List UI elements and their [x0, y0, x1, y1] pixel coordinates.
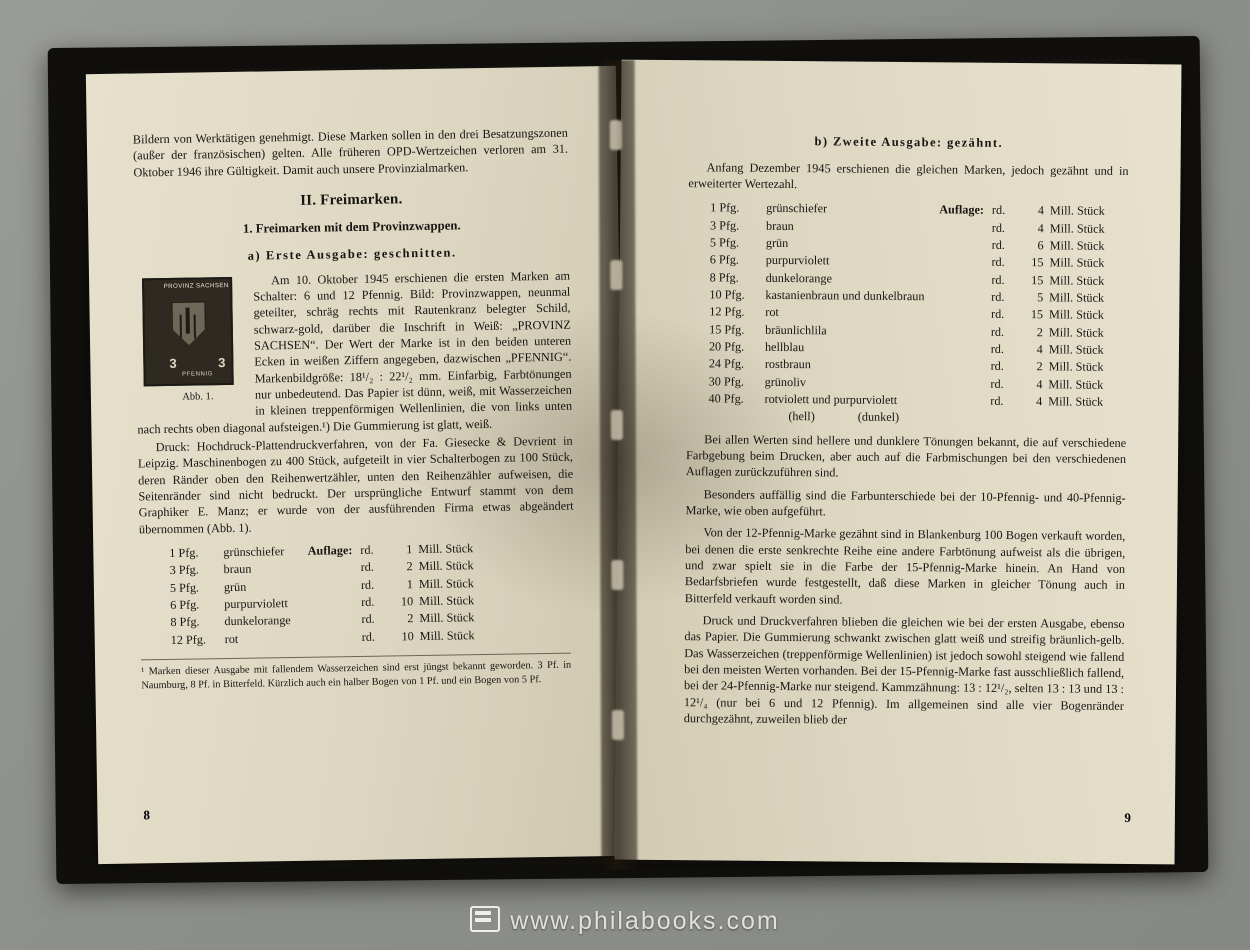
quantity-unit: Mill. Stück [1049, 238, 1105, 253]
price-table-first-issue [139, 540, 474, 649]
binding-stitch [611, 560, 623, 590]
price-table-second-issue [686, 199, 1105, 428]
denomination: 40 Pfg. [708, 391, 744, 406]
denomination: 8 Pfg. [709, 269, 739, 285]
left-intro-paragraph: Bildern von Werktätigen genehmigt. Diese Marken sollen in den drei Besatzungszonen (außer der französischen) gelten. Alle früheren OPD-Wertzeichen verloren am 31. Oktober 1946 ihre Gültigkeit. Damit auch unsere Provinzialmarken. [132, 125, 569, 180]
rd-abbrev: rd. [990, 393, 1004, 408]
color-name: dunkelorange [224, 613, 291, 629]
watermark-text: www.philabooks.com [510, 907, 780, 935]
table-note-row [686, 407, 1103, 428]
rd-abbrev: rd. [361, 629, 376, 644]
auflage-spacer [308, 559, 361, 577]
quantity: 6 [1037, 238, 1044, 253]
quantity-unit: Mill. Stück [418, 541, 474, 557]
rd-abbrev: rd. [990, 324, 1005, 339]
right-body-paragraph-5: Druck und Druckverfahren blieben die gleichen wie bei der ersten Ausgabe, ebenso das Papier. Die Gummierung schwankt zwischen glatt weiß und streifig bräunlich-gelb. Das Wasserzeichen (treppenförmige Wellenlinien) ist jedoch sowohl steigend wie fallend bei den meisten Werten vorhanden. Bei der 15-Pfennig-Marke fast ausschließlich fallend, bei der 24-Pfennig-Marke nur steigend. Kammzähnung: 13 : 12¹/₂, selten 13 : 13 und 13 : 12¹/₄ (nur bei 6 und 12 Pfennig). Im allgemeinen sind alle vier Bogenränder durchgezähnt, zuweilen blieb der [683, 613, 1125, 727]
binding-stitch [612, 710, 624, 740]
left-page-text-column [133, 125, 577, 693]
quantity: 10 [400, 594, 414, 609]
quantity-unit: Mill. Stück [1048, 359, 1104, 375]
stamp-value-left: 3 [169, 356, 177, 372]
auflage-spacer [939, 236, 992, 254]
note-spacer-2 [937, 410, 990, 428]
rd-abbrev: rd. [990, 307, 1005, 322]
auflage-spacer [939, 271, 992, 289]
quantity-unit: Mill. Stück [1048, 376, 1104, 392]
shade-note-dunkel: (dunkel) [857, 409, 900, 425]
quantity-unit: Mill. Stück [1049, 272, 1105, 288]
left-page-footnote: ¹ Marken dieser Ausgabe mit fallendem Wasserzeichen sind erst jüngst bekannt geworden. 3 Pf. in Naumburg, 8 Pf. in Bitterfeld. Kürzlich auch ein halber Bogen von 1 Pf. und ein Bogen von 5 Pf. [141, 653, 571, 693]
auflage-spacer [938, 358, 991, 376]
denomination: 5 Pfg. [709, 235, 740, 250]
rd-abbrev: rd. [360, 577, 375, 592]
denomination: 12 Pfg. [170, 632, 207, 647]
denomination: 3 Pfg. [169, 562, 199, 578]
note-spacer-4 [1016, 410, 1042, 428]
denomination: 6 Pfg. [709, 252, 739, 267]
right-body-paragraph-2: Bei allen Werten sind hellere und dunklere Tönungen bekannt, die auf verschiedene Farbgebung beim Drucken, aber auch auf die Farbmischungen bei den verschiedenen Auflagen zurückzuführen sind. [685, 431, 1127, 480]
quantity: 1 [406, 542, 413, 557]
color-name: kastanienbraun und dunkelbraun [765, 287, 925, 304]
color-name: rostbraun [764, 357, 811, 372]
color-name: rot [224, 631, 239, 646]
quantity-unit: Mill. Stück [1049, 220, 1105, 236]
auflage-spacer [309, 629, 362, 647]
color-name: braun [765, 218, 794, 233]
denomination: 24 Pfg. [708, 356, 745, 371]
book-gutter [599, 60, 638, 870]
auflage-spacer [938, 288, 991, 306]
book-icon [470, 906, 500, 932]
color-name: bräunlichlila [765, 322, 827, 337]
denomination: 10 Pfg. [709, 287, 745, 302]
left-body-text-1: Am 10. Oktober 1945 erschienen die ersten Marken am Schalter: 6 und 12 Pfennig. Bild: Provinzwappen, neunmal geteilter, schräg rechts mit Rautenkranz belegter Schild, schwarz-gold, darüber die Inschrift in Weiß: „PROVINZ SACHSEN“. Der Wert der Marke ist in den beiden unteren Ecken in weißen Ziffern angegeben, dazwischen „PFENNIG“. Markenbildgröße: 18¹/₂ : 22¹/₂ mm. Einfarbig, Farbtönungen nur unbedeutend. Das Papier ist dünn, weiß, mit Wasserzeichen in kleinen treppenförmigen Wellenlinien, die von links unten nach rechts oben diagonal aufsteigen.¹) Die Gummierung ist glatt, weiß. [137, 268, 573, 437]
color-name: grün [223, 579, 247, 594]
rd-abbrev: rd. [361, 594, 375, 610]
section-title: 1. Freimarken mit dem Provinzwappen. [242, 218, 461, 236]
quantity-unit: Mill. Stück [1049, 290, 1105, 305]
right-body-paragraph-3: Besonders auffällig sind die Farbunterschiede bei der 10-Pfennig- und 40-Pfennig-Marke, wie oben aufgeführt. [685, 486, 1126, 519]
subsection-title-b: b) Zweite Ausgabe: gezähnt. [814, 134, 1004, 150]
quantity-unit: Mill. Stück [1048, 342, 1104, 357]
subsection-title-a: a) Erste Ausgabe: geschnitten. [247, 245, 457, 263]
auflage-spacer [938, 375, 991, 393]
quantity: 4 [1037, 220, 1044, 235]
coat-of-arms-shield-icon [171, 301, 206, 346]
right-body-paragraph-1: Anfang Dezember 1945 erschienen die gleichen Marken, jedoch gezähnt und in erweiterter Wertezahl. [688, 159, 1129, 192]
quantity: 15 [1030, 307, 1044, 322]
rd-abbrev: rd. [360, 560, 374, 575]
quantity-unit: Mill. Stück [1049, 203, 1105, 219]
auflage-spacer [308, 577, 361, 595]
denomination: 5 Pfg. [169, 580, 200, 595]
note-spacer-5 [1042, 411, 1103, 429]
figure-caption: Abb. 1. [182, 390, 214, 403]
right-page-text-column [684, 132, 1129, 736]
denomination: 15 Pfg. [709, 321, 745, 337]
auflage-label: Auflage: [307, 543, 353, 558]
auflage-spacer [309, 611, 362, 629]
auflage-spacer [939, 254, 992, 272]
denomination: 20 Pfg. [708, 339, 745, 354]
price-table-second-issue-body [686, 199, 1105, 428]
quantity: 2 [406, 559, 413, 574]
rd-abbrev: rd. [991, 203, 1006, 218]
denomination: 1 Pfg. [169, 545, 199, 561]
binding-stitch [610, 120, 622, 150]
quantity: 1 [406, 576, 414, 591]
quantity-unit: Mill. Stück [1048, 394, 1104, 409]
color-name: purpurviolett [765, 253, 830, 268]
quantity: 15 [1031, 272, 1044, 287]
color-name: grün [765, 235, 789, 251]
auflage-spacer [938, 392, 991, 410]
quantity-unit: Mill. Stück [1049, 255, 1105, 271]
watermark [0, 906, 1250, 936]
auflage-label: Auflage: [939, 202, 985, 218]
rd-abbrev: rd. [990, 376, 1004, 391]
quantity: 2 [1036, 359, 1043, 374]
denomination: 8 Pfg. [170, 614, 200, 630]
chapter-title: II. Freimarken. [300, 191, 403, 209]
note-spacer [686, 407, 764, 425]
denomination: 12 Pfg. [709, 304, 745, 319]
quantity-unit: Mill. Stück [418, 558, 474, 574]
right-body-paragraph-4: Von der 12-Pfennig-Marke gezähnt sind in Blankenburg 100 Bogen verkauft worden, bei denen die erste senkrechte Reihe eine andere Farbtönung aufweist als die übrigen, und zwar spielt sie in die Farbe der 15-Pfennig-Marke hinein. An Hand von Bedarfsbriefen wurde festgestellt, daß diese Marken in gleicher Tönung auch in Bitterfeld verkauft worden sind. [684, 525, 1126, 607]
color-name: hellblau [764, 339, 805, 355]
rd-abbrev: rd. [991, 220, 1006, 235]
stamp-value-right: 3 [218, 355, 226, 371]
stamp-inscription-top: PROVINZ SACHSEN [163, 281, 229, 290]
rd-abbrev: rd. [990, 341, 1005, 356]
stamp-figure [135, 276, 241, 405]
binding-stitch [611, 410, 623, 440]
color-name: grünschiefer [223, 544, 285, 560]
denomination: 1 Pfg. [710, 200, 740, 215]
quantity: 4 [1037, 203, 1045, 218]
rd-abbrev: rd. [361, 612, 375, 627]
quantity: 2 [1036, 324, 1043, 339]
binding-stitch [610, 260, 622, 290]
auflage-spacer [938, 306, 991, 324]
color-name: braun [223, 562, 252, 577]
rd-abbrev: rd. [991, 272, 1005, 287]
quantity-unit: Mill. Stück [419, 610, 475, 626]
color-name: rotviolett und purpurviolett [764, 391, 898, 407]
shade-note-hell: (hell) [788, 409, 815, 424]
quantity: 4 [1036, 342, 1043, 357]
note-spacer-3 [990, 410, 1016, 428]
color-name: purpurviolett [224, 596, 288, 612]
quantity: 10 [401, 628, 414, 644]
color-name: rot [765, 305, 779, 320]
quantity: 5 [1037, 290, 1044, 305]
stamp-inscription-bottom: PFENNIG [182, 370, 214, 378]
color-name: grünoliv [764, 374, 807, 389]
left-body-paragraph-2: Druck: Hochdruck-Plattendruckverfahren, von der Fa. Giesecke & Devrient in Leipzig. Maschinenbogen zu 400 Stück, aufgeteilt in vier Schalterbogen zu 100 Stück, deren Ränder oben den Reihenwertzähler, unten den Reihenzähler aufweisen, die Seitenränder sind nicht bedruckt. Der ursprüngliche Entwurf stammt von dem Graphiker E. Manz; er wurde von der ausführenden Firma etwas abgeändert übernommen (Abb. 1). [137, 433, 574, 537]
denomination: 3 Pfg. [710, 217, 740, 233]
auflage-spacer [308, 594, 361, 612]
quantity: 4 [1036, 376, 1043, 391]
stamp-illustration [142, 277, 234, 386]
rd-abbrev: rd. [991, 289, 1005, 304]
quantity: 15 [1031, 255, 1044, 270]
right-page [615, 60, 1182, 865]
quantity-unit: Mill. Stück [419, 627, 475, 643]
rd-abbrev: rd. [991, 255, 1005, 270]
color-name: grünschiefer [766, 201, 828, 216]
left-body-paragraph-1 [135, 267, 573, 437]
left-page [86, 66, 628, 864]
price-table-first-issue-body [139, 540, 474, 649]
auflage-spacer [938, 340, 991, 358]
quantity-unit: Mill. Stück [419, 593, 475, 609]
shade-note-left [764, 408, 937, 427]
quantity: 4 [1036, 394, 1043, 409]
rd-abbrev: rd. [360, 542, 374, 558]
rd-abbrev: rd. [990, 359, 1004, 374]
rd-abbrev: rd. [991, 237, 1005, 252]
quantity: 2 [407, 611, 414, 626]
auflage-spacer [939, 219, 992, 237]
denomination: 30 Pfg. [708, 373, 744, 389]
quantity-unit: Mill. Stück [418, 575, 474, 591]
quantity-unit: Mill. Stück [1048, 324, 1104, 340]
color-name: dunkelorange [765, 270, 833, 286]
denomination: 6 Pfg. [170, 597, 200, 613]
quantity-unit: Mill. Stück [1048, 307, 1104, 323]
right-page-number: 9 [1124, 809, 1131, 826]
auflage-spacer [938, 323, 991, 341]
left-page-number: 8 [143, 807, 151, 823]
